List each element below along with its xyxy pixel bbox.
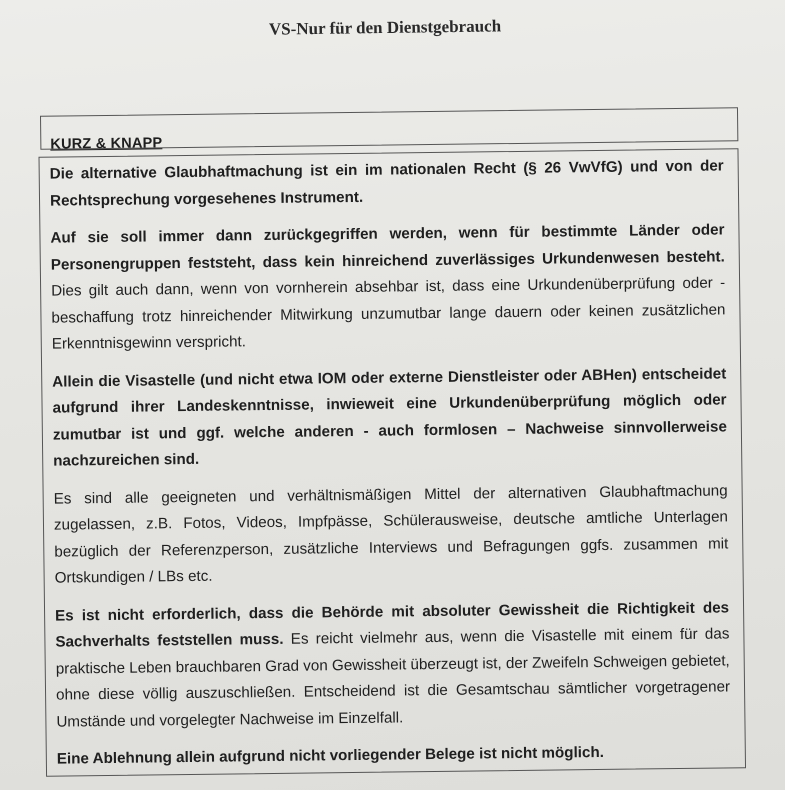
summary-box-title: KURZ & KNAPP [50, 135, 163, 153]
paragraph-certainty-bold: Es ist nicht erforderlich, dass die Behörde mit absoluter Gewissheit die Richtigkeit des Sachverhalts feststellen muss. [55, 598, 730, 651]
paragraph-visa-office-decides: Allein die Visastelle (und nicht etwa IOM oder externe Dienstleister oder ABHen) entscheidet aufgrund ihrer Landeskenntnisse, inwieweit eine Urkundenüberprüfung möglich oder zumutbar ist und ggf. welche anderen - auch formlosen – Nachweise sinnvollerweise nachzureichen sind. [52, 364, 727, 470]
paragraph-certainty-normal: Es reicht vielmehr aus, wenn die Visastelle mit einem für das praktische Leben brauchbaren Grad von Gewissheit überzeugt ist, der Zweifeln Schweigen gebietet, ohne diese völlig auszuschließen. Entscheidend ist die Gesamtschau sämtlicher vorgetragener Umstände und vorgelegter Nachweise im Einzelfall. [55, 625, 731, 731]
summary-box [22, 107, 750, 788]
summary-box-content [38, 148, 746, 777]
paragraph-admissible-means: Es sind alle geeigneten und verhältnismäßigen Mittel der alternativen Glaubhaftmachung zugelassen, z.B. Fotos, Videos, Impfpässe, Schülerausweise, deutsche amtliche Unterlagen bezüglich der Referenzperson, zusätzliche Interviews und Befragungen ggfs. zusammen mit Ortskundigen / LBs etc. [53, 481, 729, 587]
paragraph-when-applicable [50, 217, 726, 358]
paragraph-certainty [55, 595, 731, 736]
summary-box-header [40, 107, 738, 153]
paragraph-legal-basis: Die alternative Glaubhaftmachung ist ein im nationalen Recht (§ 26 VwVfG) und von der Rechtsprechung vorgesehenes Instrument. [49, 157, 724, 210]
classification-header: VS-Nur für den Dienstgebrauch [268, 16, 502, 39]
paragraph-when-applicable-bold: Auf sie soll immer dann zurückgegriffen werden, wenn für bestimmte Länder oder Personengruppen feststeht, dass kein hinreichend zuverlässiges Urkundenwesen besteht. [50, 221, 725, 274]
paragraph-when-applicable-normal: Dies gilt auch dann, wenn von vornherein absehbar ist, dass eine Urkundenüberprüfung oder -beschaffung trotz hinreichender Mitwirkung unzumutbar lange dauern oder keinen zusätzlichen Erkenntnisgewinn verspricht. [51, 274, 726, 353]
paragraph-no-rejection: Eine Ablehnung allein aufgrund nicht vorliegender Belege ist nicht möglich. [56, 743, 605, 768]
